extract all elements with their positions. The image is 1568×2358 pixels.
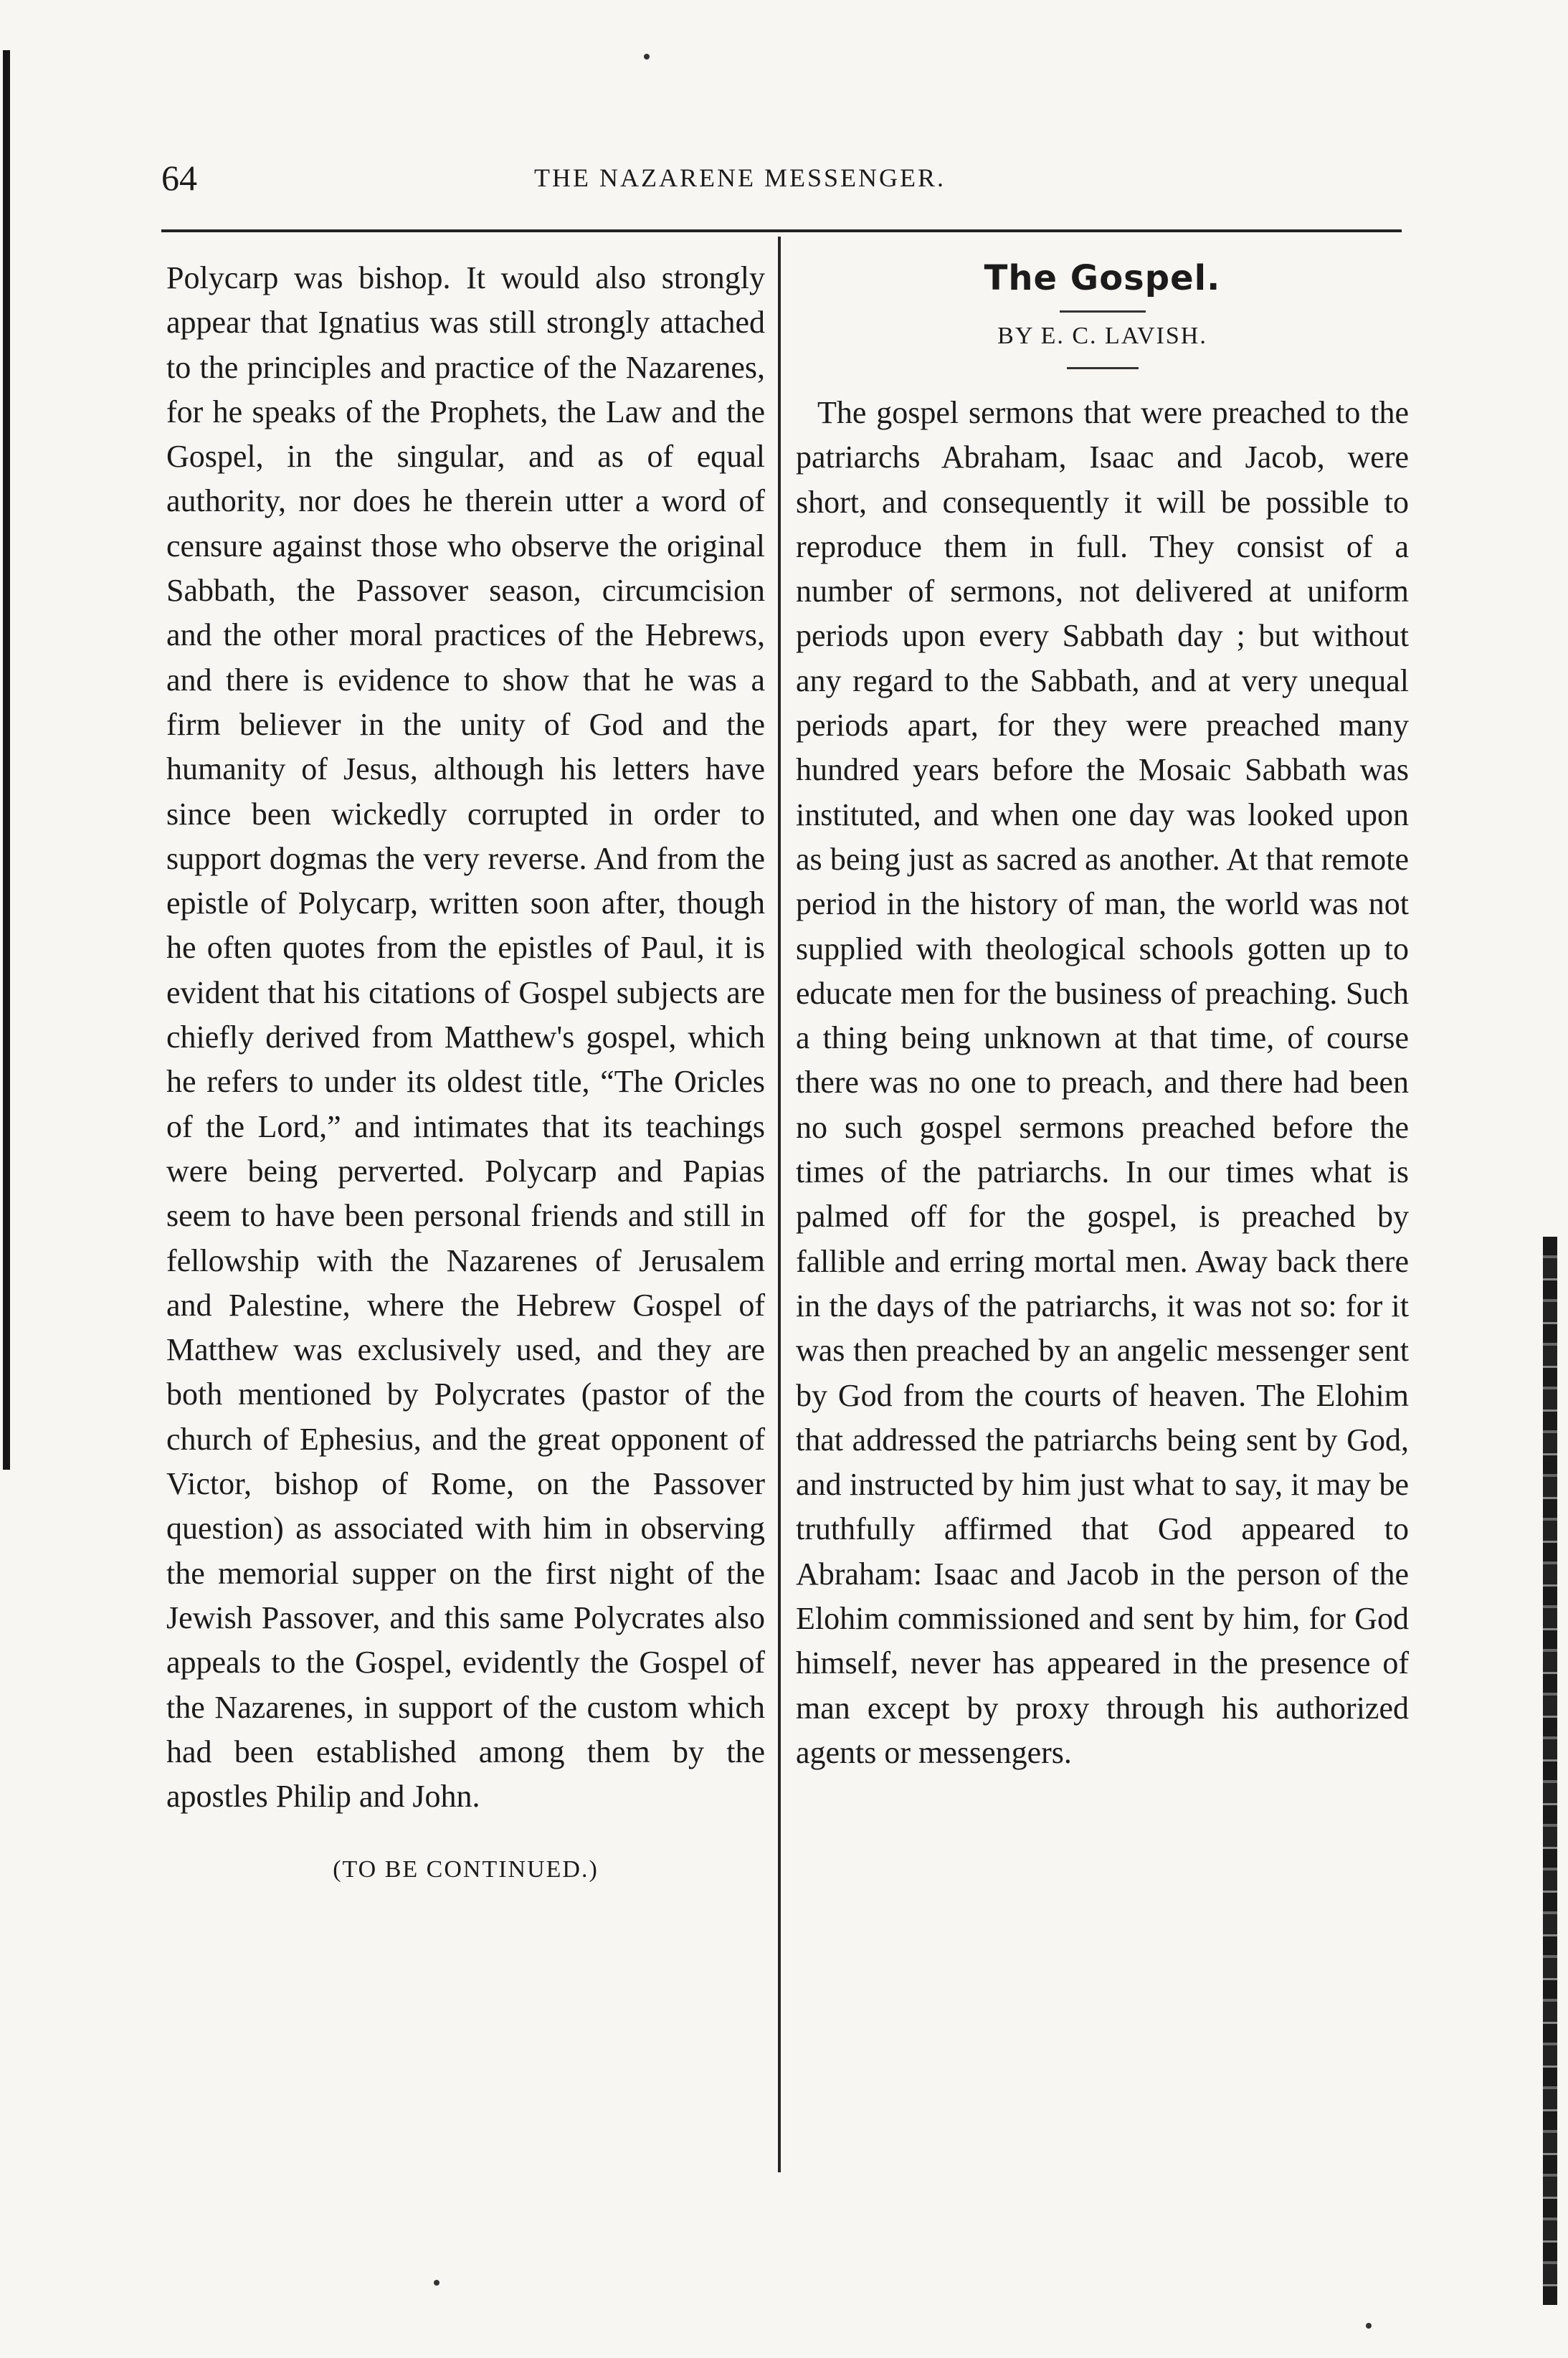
- running-title: THE NAZARENE MESSENGER.: [534, 163, 946, 192]
- article-text: The gospel sermons that were preached to the patriarchs Abraham, Isaac and Jacob, were short, and consequently it will be possible to reproduce them in full. They consist of a number of sermons, not delivered at uniform periods upon every Sabbath day ; but without any regard to the Sabbath, and at very unequal periods apart, for they were preached many hundred years before the Mosaic Sabbath was instituted, and when one day was looked upon as being just as sacred as another. At that remote period in the history of man, the world was not supplied with theological schools gotten up to educate men for the business of preaching. Such a thing being unknown at that time, of course there was no one to preach, and there had been no such gospel sermons preached before the times of the patriarchs. In our times what is palmed off for the gospel, is preached by fallible and erring mortal men. Away back there in the days of the patriarchs, it was not so: for it was then preached by an angelic messenger sent by God from the courts of heaven. The Elohim that addressed the patriarchs being sent by God, and instructed by him just what to say, it may be truthfully affirmed that God appeared to Abraham: Isaac and Jacob in the person of the Elohim commissioned and sent by him, for God himself, never has appeared in the presence of man except by proxy through his authorized agents or messengers.: [796, 395, 1409, 1770]
- page-number: 64: [161, 158, 197, 198]
- scan-speck: [644, 54, 650, 60]
- left-column: [166, 256, 765, 1893]
- title-rule: [1060, 310, 1146, 313]
- scan-speck: [1366, 2323, 1372, 2329]
- left-column-text: Polycarp was bishop. It would also strongly appear that Ignatius was still strongly attached to the principles and practice of the Nazarenes, for he speaks of the Prophets, the Law and the Gospel, in the singular, and as of equal authority, nor does he therein utter a word of censure against those who observe the original Sabbath, the Passover season, circumcision and the other moral practices of the Hebrews, and there is evidence to show that he was a firm believer in the unity of God and the humanity of Jesus, although his letters have since been wickedly corrupted in order to support dogmas the very reverse. And from the epistle of Polycarp, written soon after, though he often quotes from the epistles of Paul, it is evident that his citations of Gospel subjects are chiefly derived from Matthew's gospel, which he refers to under its oldest title, “The Oricles of the Lord,” and intimates that its teachings were being perverted. Polycarp and Papias seem to have been personal friends and still in fellowship with the Nazarenes of Jerusalem and Palestine, where the Hebrew Gospel of Matthew was exclusively used, and they are both mentioned by Polycrates (pastor of the church of Ephesius, and the great opponent of Victor, bishop of Rome, on the Passover question) as associated with him in observing the memorial supper on the first night of the Jewish Passover, and this same Polycrates also appeals to the Gospel, evidently the Gospel of the Nazarenes, in support of the custom which had been established among them by the apostles Philip and John.: [166, 260, 765, 1815]
- scan-speck: [434, 2280, 439, 2286]
- column-divider: [778, 237, 781, 2172]
- page-header: [161, 156, 1402, 199]
- to-be-continued: (TO BE CONTINUED.): [333, 1856, 599, 1883]
- byline-rule: [1067, 367, 1139, 369]
- scan-left-edge: [3, 50, 10, 1470]
- right-column: [796, 256, 1409, 1775]
- scan-right-edge: [1543, 1237, 1557, 2305]
- article-title: The Gospel.: [984, 258, 1221, 298]
- header-rule: [161, 229, 1402, 232]
- byline: BY E. C. LAVISH.: [997, 323, 1207, 349]
